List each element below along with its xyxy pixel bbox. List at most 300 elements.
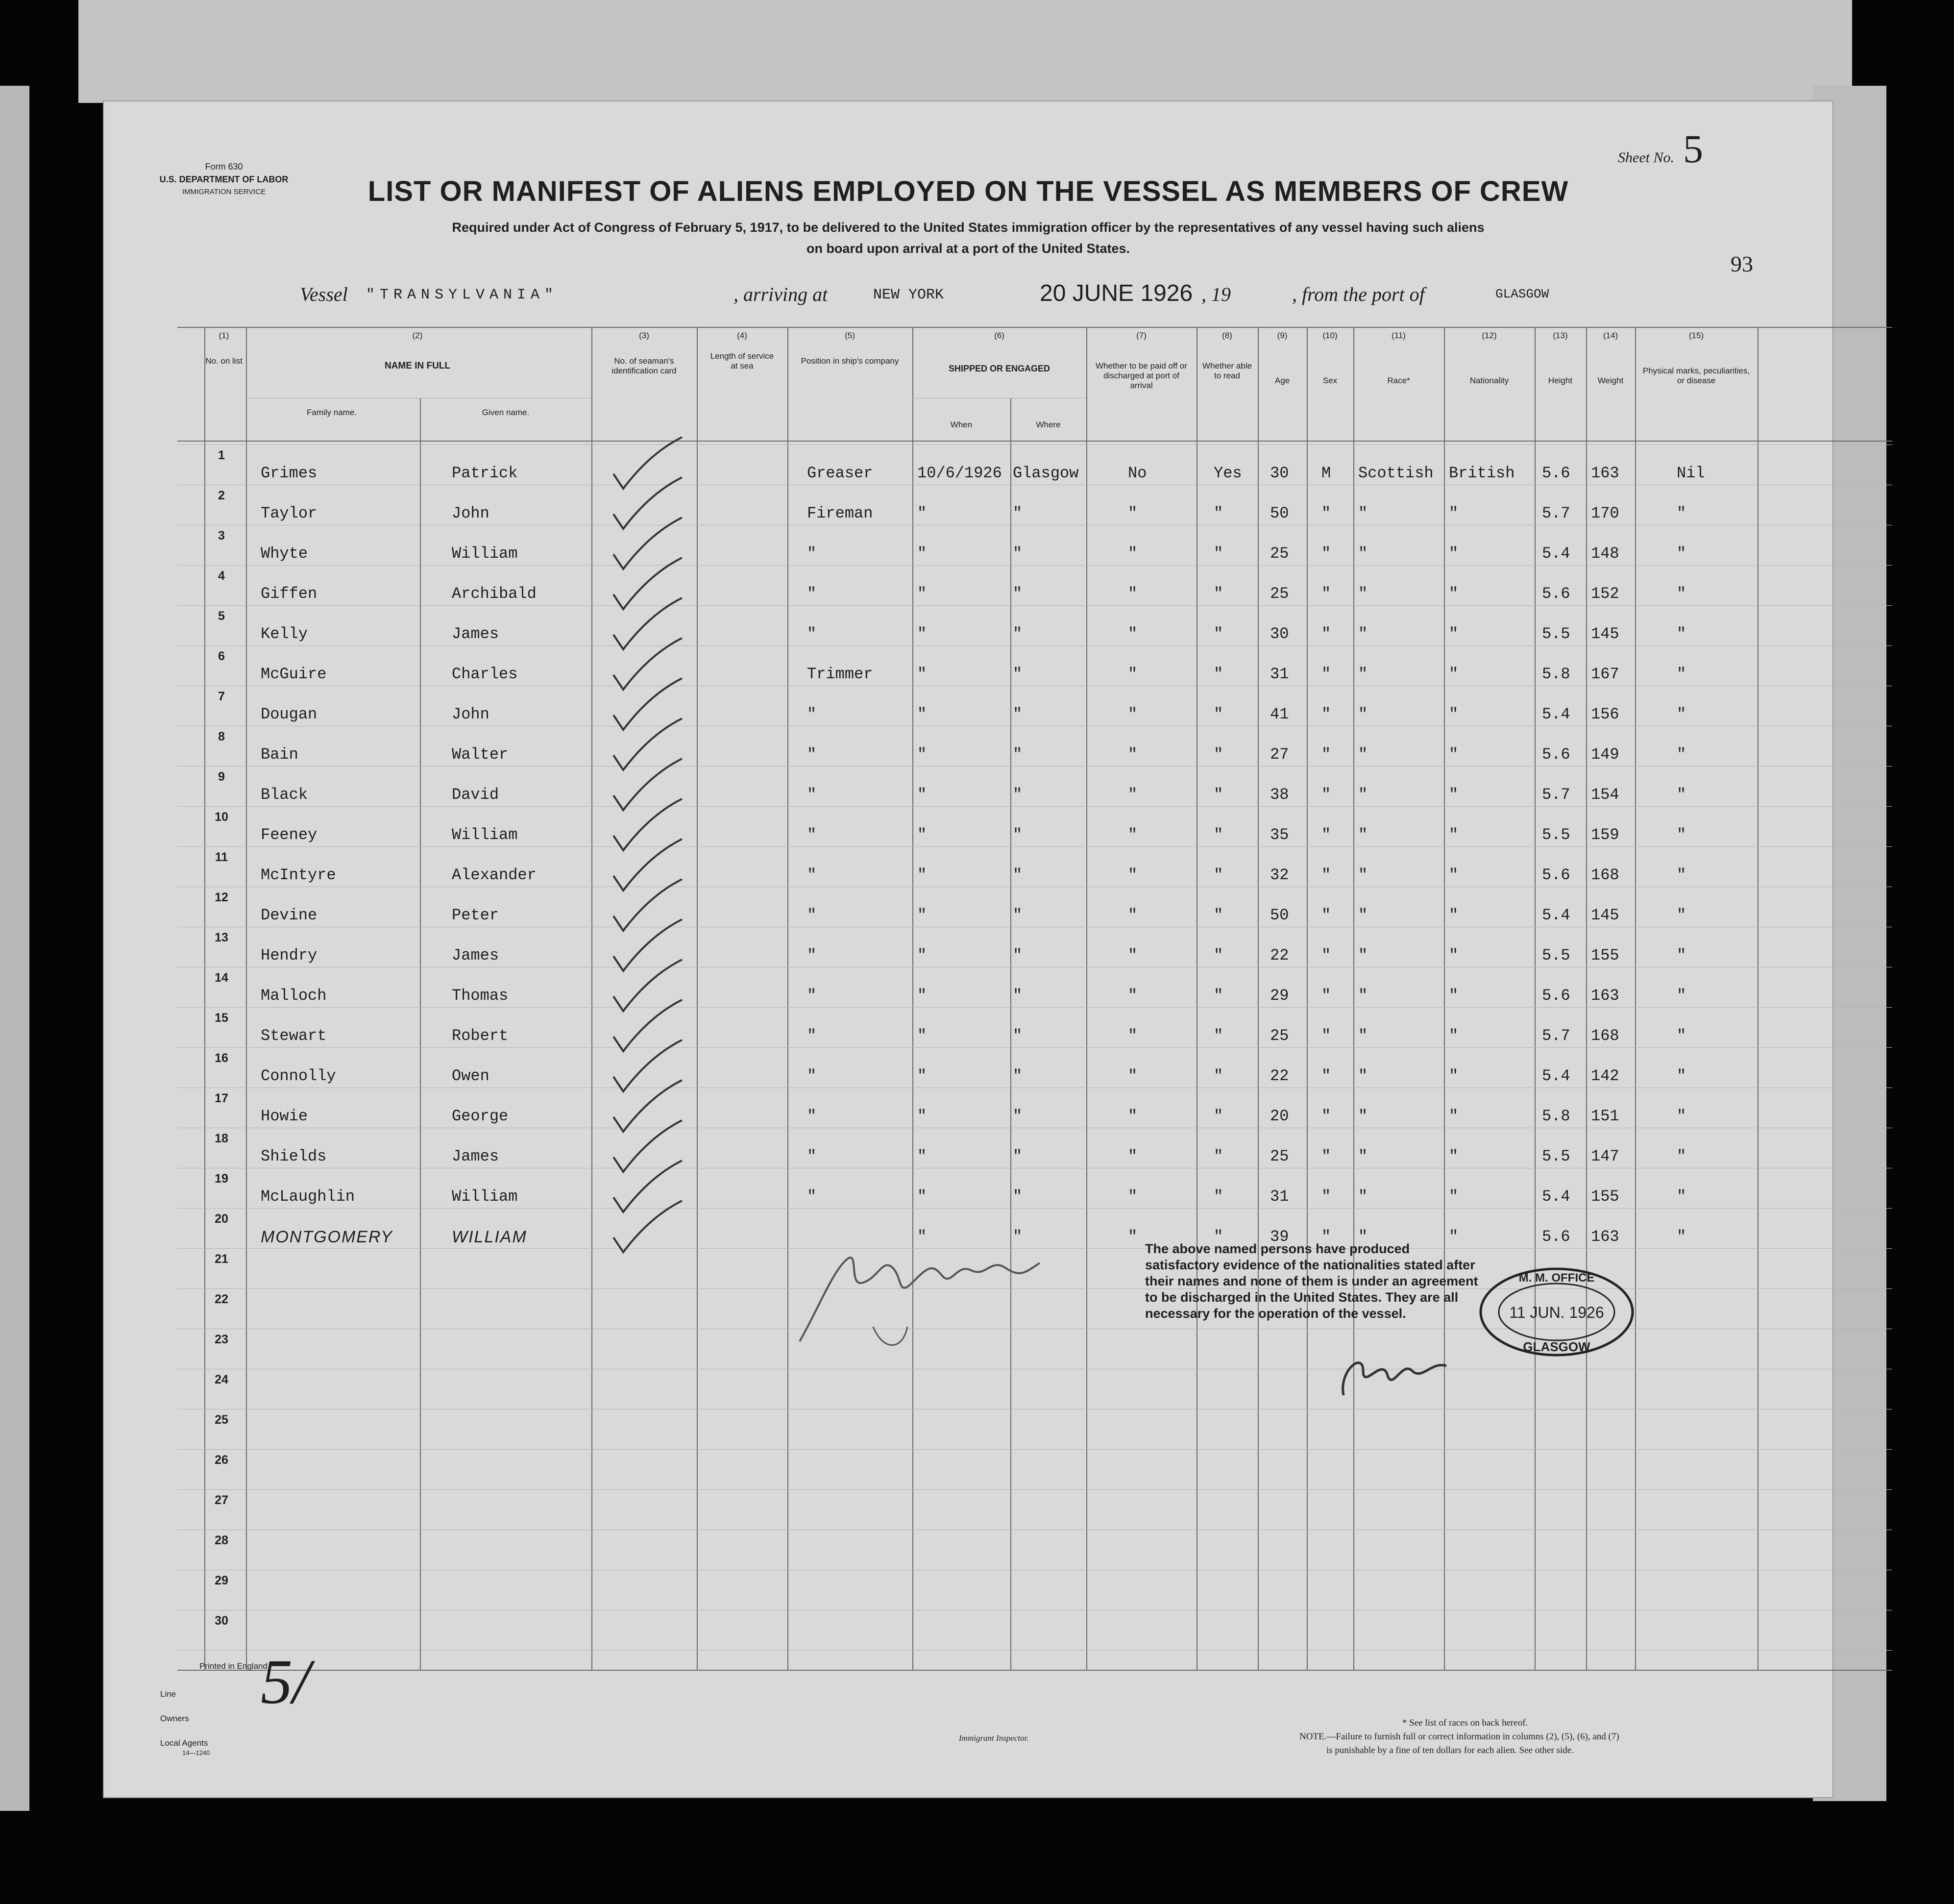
cell-shipped-when: " [917,1187,927,1206]
cell-shipped-where: " [1013,987,1023,1005]
header-col4: Length of service at sea [710,351,774,371]
cell-shipped-where: " [1013,745,1023,764]
header-col7-number: (7) [1136,331,1147,340]
cell-paid-off: " [1128,745,1138,764]
paper-edge-left [0,86,29,1811]
table-row-rule [177,1047,1892,1048]
cell-shipped-when: " [917,625,927,643]
cell-shipped-when: " [917,585,927,603]
header-col12-number: (12) [1482,331,1497,340]
cell-physical-marks: " [1677,504,1686,522]
header-col15-number: (15) [1688,331,1704,340]
row-number: 3 [218,529,225,543]
arrival-port: NEW YORK [873,287,944,303]
cell-shipped-when: " [917,946,927,964]
cell-race: Scottish [1358,464,1434,482]
header-col7: Whether to be paid off or discharged at port of arrival [1096,361,1187,390]
cell-sex: " [1321,745,1331,764]
signature-flourish [873,1327,907,1345]
cell-weight: 149 [1591,745,1619,764]
header-col13-number: (13) [1553,331,1568,340]
table-column-rule [1010,398,1011,1670]
header-col14-number: (14) [1603,331,1618,340]
cell-age: 31 [1270,1187,1289,1206]
signature-stroke [800,1258,1040,1341]
row-number: 27 [215,1493,228,1507]
cell-physical-marks: " [1677,1147,1686,1165]
cell-given-name: John [452,705,489,723]
cell-shipped-when: " [917,1027,927,1045]
cell-race: " [1358,544,1368,563]
cell-shipped-where: " [1013,705,1023,723]
cell-given-name: John [452,504,489,522]
document-subtitle-1: Required under Act of Congress of February 5, 1917, to be delivered to the United States immigration officer by the representatives of any vessel having such aliens [452,220,1485,235]
table-row-rule [177,605,1892,606]
cell-paid-off: " [1128,906,1138,924]
row-number: 22 [215,1292,228,1306]
cell-physical-marks: " [1677,987,1686,1005]
footer-agents-code: 14—1240 [182,1749,210,1756]
cell-race: " [1358,906,1368,924]
cell-race: " [1358,705,1368,723]
cell-weight: 163 [1591,464,1619,482]
header-col8: Whether able to read [1202,361,1252,380]
cell-position: " [807,544,817,563]
cell-shipped-when: " [917,786,927,804]
cell-family-name: MONTGOMERY [261,1228,393,1246]
cell-family-name: Grimes [261,464,318,482]
cell-paid-off: " [1128,826,1138,844]
header-col1-number: (1) [219,331,229,340]
cell-weight: 155 [1591,946,1619,964]
cell-height: 5.6 [1542,1228,1570,1246]
header-family-name: Family name. [306,408,357,417]
table-column-rule [204,327,205,1670]
cell-given-name: Patrick [452,464,518,482]
cell-sex: " [1321,786,1331,804]
table-row-rule [177,1449,1892,1450]
row-number: 4 [218,569,225,583]
cell-family-name: Giffen [261,585,318,603]
cell-shipped-when: " [917,745,927,764]
table-column-rule [1307,327,1308,1670]
cell-given-name: Walter [452,745,509,764]
cell-race: " [1358,585,1368,603]
cell-nationality: " [1449,1067,1459,1085]
footer-notes [1299,1716,1780,1757]
sheet-number-label: Sheet No. [1618,149,1674,166]
cell-sex: " [1321,1107,1331,1125]
cell-weight: 163 [1591,987,1619,1005]
manifest-sheet [103,100,1833,1798]
cell-weight: 163 [1591,1228,1619,1246]
cell-height: 5.7 [1542,504,1570,522]
row-number: 8 [218,730,225,743]
cell-height: 5.5 [1542,1147,1570,1165]
table-row-rule [177,1208,1892,1209]
table-row-rule [177,1007,1892,1008]
cell-age: 20 [1270,1107,1289,1125]
cell-weight: 145 [1591,906,1619,924]
cell-position: " [807,786,817,804]
year-label: , 19 [1201,283,1231,305]
cell-physical-marks: " [1677,1107,1686,1125]
cell-position: Fireman [807,504,873,522]
row-number: 5 [218,609,225,623]
cell-position: " [807,1067,817,1085]
cell-able-to-read: " [1214,906,1223,924]
cell-height: 5.6 [1542,745,1570,764]
cell-paid-off: " [1128,1187,1138,1206]
cell-family-name: Whyte [261,544,308,563]
cell-race: " [1358,1067,1368,1085]
cell-shipped-where: " [1013,946,1023,964]
table-row-rule [177,846,1892,847]
paper-edge-top [78,0,1852,103]
cell-nationality: " [1449,826,1459,844]
cell-height: 5.6 [1542,866,1570,884]
cell-race: " [1358,987,1368,1005]
document-subtitle-2: on board upon arrival at a port of the United States. [806,241,1130,256]
cell-physical-marks: Nil [1677,464,1705,482]
cell-nationality: " [1449,705,1459,723]
cell-race: " [1358,786,1368,804]
cell-age: 27 [1270,745,1289,764]
cell-physical-marks: " [1677,866,1686,884]
margin-number: 93 [1731,251,1753,276]
cell-height: 5.5 [1542,946,1570,964]
cell-sex: " [1321,544,1331,563]
row-number: 25 [215,1413,228,1427]
checkmark-icon [609,1198,687,1257]
cell-family-name: Stewart [261,1027,327,1045]
cell-nationality: " [1449,665,1459,683]
cell-age: 32 [1270,866,1289,884]
header-col9: Age [1274,376,1290,385]
arriving-label: , arriving at [733,283,828,305]
table-column-rule [1535,327,1536,1670]
crew-table [177,327,1892,1670]
cell-family-name: Malloch [261,987,327,1005]
cell-able-to-read: " [1214,1147,1223,1165]
cell-shipped-when: " [917,1147,927,1165]
cell-height: 5.7 [1542,786,1570,804]
cell-shipped-when: " [917,665,927,683]
vessel-label: Vessel [300,283,348,305]
cell-physical-marks: " [1677,625,1686,643]
cell-able-to-read: " [1214,625,1223,643]
footer-line-label: Line [160,1689,176,1699]
cell-family-name: Kelly [261,625,308,643]
sheet-number-block [1618,126,1703,172]
cell-shipped-when: " [917,544,927,563]
cell-shipped-when: " [917,1067,927,1085]
cell-nationality: " [1449,1187,1459,1206]
cell-weight: 142 [1591,1067,1619,1085]
cell-height: 5.4 [1542,544,1570,563]
cell-family-name: Shields [261,1147,327,1165]
cell-sex: " [1321,946,1331,964]
header-col4-number: (4) [737,331,747,340]
cell-family-name: Black [261,786,308,804]
header-col3: No. of seaman's identification card [611,356,677,375]
cell-weight: 168 [1591,1027,1619,1045]
table-column-rule [420,398,421,1670]
header-col13: Height [1548,376,1573,385]
cell-age: 29 [1270,987,1289,1005]
cell-weight: 152 [1591,585,1619,603]
cell-height: 5.8 [1542,665,1570,683]
cell-shipped-when: " [917,1228,927,1246]
cell-race: " [1358,665,1368,683]
cell-given-name: David [452,786,499,804]
cell-weight: 148 [1591,544,1619,563]
header-col2-number: (2) [412,331,423,340]
row-number: 28 [215,1533,228,1547]
sheet-number: 5 [1683,126,1703,171]
cell-shipped-when: " [917,906,927,924]
cell-able-to-read: " [1214,786,1223,804]
cell-nationality: " [1449,745,1459,764]
cell-paid-off: " [1128,946,1138,964]
cell-weight: 147 [1591,1147,1619,1165]
cell-able-to-read: " [1214,946,1223,964]
cell-nationality: " [1449,946,1459,964]
cell-age: 50 [1270,504,1289,522]
header-col8-number: (8) [1222,331,1232,340]
cell-paid-off: " [1128,625,1138,643]
cell-age: 39 [1270,1228,1289,1246]
cell-position: " [807,1107,817,1125]
cell-physical-marks: " [1677,544,1686,563]
cell-height: 5.4 [1542,705,1570,723]
table-bottom-rule [177,1670,1892,1671]
cell-shipped-where: " [1013,906,1023,924]
row-number: 23 [215,1333,228,1346]
cell-family-name: Devine [261,906,318,924]
cell-age: 25 [1270,585,1289,603]
header-col6: SHIPPED OR ENGAGED [948,364,1050,373]
cell-family-name: Hendry [261,946,318,964]
cell-family-name: Taylor [261,504,318,522]
cell-paid-off: " [1128,1147,1138,1165]
cell-able-to-read: " [1214,544,1223,563]
cell-age: 25 [1270,544,1289,563]
cell-age: 22 [1270,1067,1289,1085]
cell-shipped-where: Glasgow [1013,464,1079,482]
cell-age: 31 [1270,665,1289,683]
row-number: 26 [215,1453,228,1467]
row-number: 2 [218,489,225,502]
cell-height: 5.8 [1542,1107,1570,1125]
cell-physical-marks: " [1677,745,1686,764]
cell-paid-off: " [1128,1228,1138,1246]
cell-given-name: William [452,826,518,844]
race-note: * See list of races on back hereof. [1402,1718,1528,1728]
table-column-rule [912,327,913,1670]
cell-race: " [1358,826,1368,844]
row-number: 30 [215,1614,228,1628]
table-row-rule [177,806,1892,807]
cell-sex: " [1321,1187,1331,1206]
cell-race: " [1358,1228,1368,1246]
cell-height: 5.5 [1542,826,1570,844]
header-col2: NAME IN FULL [384,361,451,371]
cell-shipped-where: " [1013,1147,1023,1165]
cell-nationality: " [1449,987,1459,1005]
cell-given-name: William [452,544,518,563]
row-number: 6 [218,649,225,663]
cell-nationality: " [1449,585,1459,603]
cell-position: " [807,906,817,924]
table-row-rule [177,565,1892,566]
cell-race: " [1358,946,1368,964]
cell-able-to-read: " [1214,665,1223,683]
cell-paid-off: " [1128,1027,1138,1045]
cell-shipped-where: " [1013,585,1023,603]
cell-given-name: Alexander [452,866,537,884]
form-number: Form 630 [205,162,243,172]
cell-sex: " [1321,665,1331,683]
cell-nationality: " [1449,625,1459,643]
table-row-rule [177,766,1892,767]
cell-physical-marks: " [1677,705,1686,723]
cell-nationality: " [1449,504,1459,522]
row-number: 15 [215,1011,228,1025]
table-row-rule [177,645,1892,646]
initials-stroke [1343,1363,1446,1395]
row-number: 21 [215,1252,228,1266]
cell-given-name: WILLIAM [452,1228,527,1246]
cell-sex: " [1321,866,1331,884]
cell-able-to-read: " [1214,1228,1223,1246]
cell-family-name: Feeney [261,826,318,844]
cell-nationality: British [1449,464,1515,482]
cell-shipped-when: 10/6/1926 [917,464,1002,482]
cell-family-name: Howie [261,1107,308,1125]
row-number: 17 [215,1091,228,1105]
cell-given-name: Robert [452,1027,509,1045]
cell-shipped-when: " [917,504,927,522]
cell-position: Greaser [807,464,873,482]
cell-sex: " [1321,1147,1331,1165]
cell-position: " [807,826,817,844]
cell-shipped-where: " [1013,826,1023,844]
stamp-bottom-text: GLASGOW [1523,1339,1590,1354]
cell-height: 5.4 [1542,1187,1570,1206]
cell-position: " [807,585,817,603]
header-col3-number: (3) [639,331,649,340]
cell-sex: " [1321,826,1331,844]
cell-given-name: James [452,1147,499,1165]
cell-sex: " [1321,1067,1331,1085]
cell-age: 35 [1270,826,1289,844]
cell-age: 30 [1270,625,1289,643]
table-row-rule [177,1489,1892,1490]
cell-paid-off: " [1128,705,1138,723]
cell-nationality: " [1449,786,1459,804]
cell-position: " [807,745,817,764]
cell-height: 5.6 [1542,987,1570,1005]
vessel-name: "TRANSYLVANIA" [366,287,559,303]
cell-paid-off: " [1128,544,1138,563]
cell-physical-marks: " [1677,1027,1686,1045]
penalty-note-2: is punishable by a fine of ten dollars for each alien. See other side. [1326,1745,1574,1756]
cell-weight: 151 [1591,1107,1619,1125]
cell-able-to-read: " [1214,504,1223,522]
header-col1: No. on list [205,356,243,366]
glasgow-office-stamp [1476,1263,1637,1361]
row-number: 10 [215,810,228,824]
document-title: LIST OR MANIFEST OF ALIENS EMPLOYED ON THE VESSEL AS MEMBERS OF CREW [367,175,1569,207]
vessel-line [300,280,1574,312]
cell-physical-marks: " [1677,1228,1686,1246]
cell-position: " [807,705,817,723]
cell-position: " [807,1147,817,1165]
header-col14: Weight [1597,376,1624,385]
cell-position: " [807,1187,817,1206]
cell-able-to-read: " [1214,705,1223,723]
cell-shipped-where: " [1013,504,1023,522]
cell-physical-marks: " [1677,665,1686,683]
row-number: 19 [215,1172,228,1186]
printed-in-england: Printed in England [199,1661,268,1671]
cell-age: 41 [1270,705,1289,723]
cell-weight: 155 [1591,1187,1619,1206]
cell-able-to-read: " [1214,987,1223,1005]
cell-given-name: Owen [452,1067,489,1085]
cell-paid-off: " [1128,504,1138,522]
table-column-rule [1086,327,1087,1670]
cell-able-to-read: " [1214,1027,1223,1045]
cell-position: " [807,1027,817,1045]
cell-age: 50 [1270,906,1289,924]
header-col11-number: (11) [1392,331,1406,340]
row-number: 1 [218,448,225,462]
cell-nationality: " [1449,866,1459,884]
row-number: 20 [215,1212,228,1226]
cell-age: 25 [1270,1027,1289,1045]
cell-physical-marks: " [1677,906,1686,924]
cell-shipped-where: " [1013,1107,1023,1125]
row-number: 11 [215,850,228,864]
header-col15: Physical marks, peculiarities, or disease [1642,366,1750,385]
row-number: 7 [218,690,225,703]
cell-shipped-when: " [917,1107,927,1125]
cell-physical-marks: " [1677,786,1686,804]
cell-position: " [807,946,817,964]
cell-weight: 170 [1591,504,1619,522]
cell-age: 22 [1270,946,1289,964]
department-name: U.S. DEPARTMENT OF LABOR [159,174,289,184]
row-number: 29 [215,1574,228,1587]
cell-nationality: " [1449,1027,1459,1045]
cell-height: 5.6 [1542,464,1570,482]
cell-paid-off: " [1128,786,1138,804]
cell-sex: " [1321,906,1331,924]
cell-race: " [1358,1187,1368,1206]
cell-race: " [1358,625,1368,643]
cell-sex: " [1321,585,1331,603]
nationality-certification: The above named persons have produced satisfactory evidence of the nationalities stated after their names and none of them is under an agreement to be discharged in the United States. They are all necessary for the operation of the vessel. [1145,1241,1478,1321]
cell-position: " [807,987,817,1005]
header-col9-number: (9) [1277,331,1288,340]
cell-age: 38 [1270,786,1289,804]
header-col6-number: (6) [994,331,1004,340]
cell-shipped-when: " [917,705,927,723]
cell-given-name: George [452,1107,509,1125]
cell-given-name: Peter [452,906,499,924]
